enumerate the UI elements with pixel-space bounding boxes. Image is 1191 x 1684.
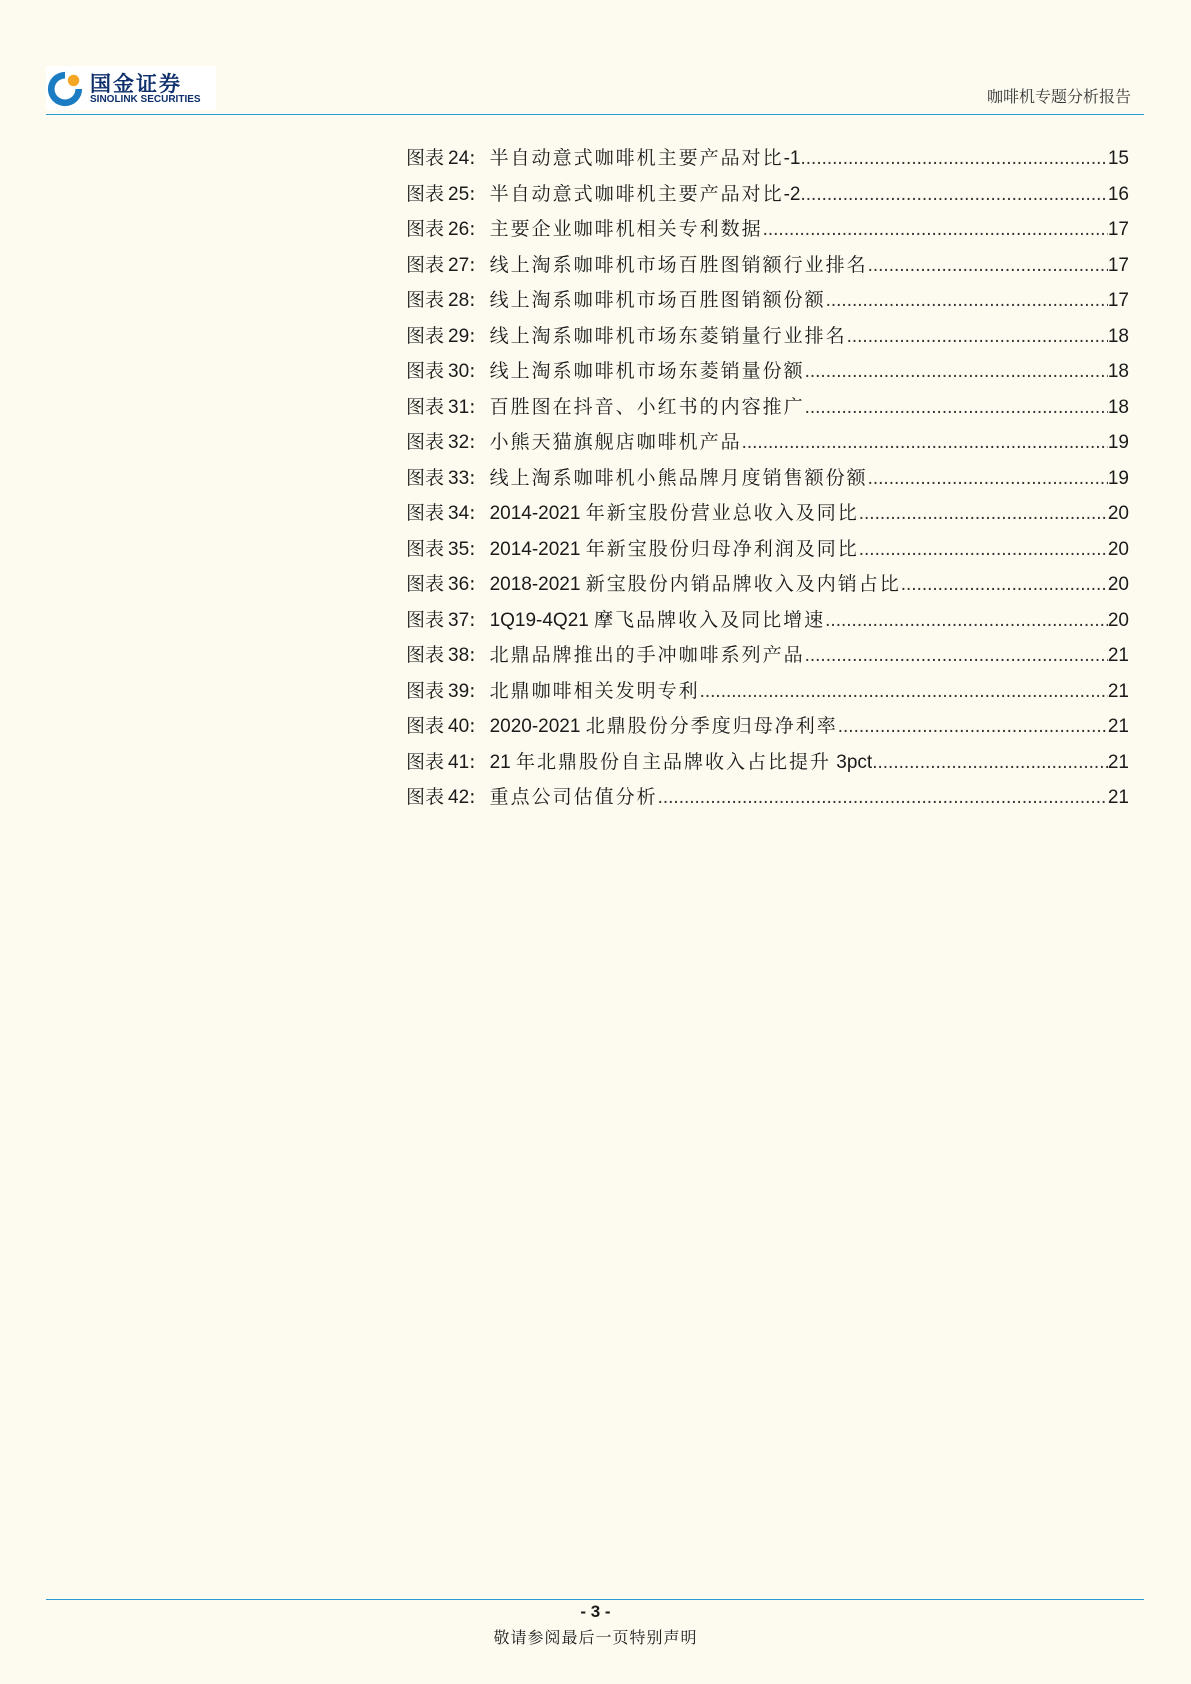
company-logo [46,66,216,110]
toc-entry-colon: : [469,466,476,489]
toc-entry-title: 主要企业咖啡机相关专利数据 [489,218,763,240]
toc-entry-page: 18 [1107,396,1129,418]
toc-entry-label: 图表 [406,395,445,418]
toc-entry-colon: : [469,324,476,347]
toc-entry-number: 32 [448,432,470,453]
toc-entry-number: 27 [448,254,470,276]
toc-entry-label: 图表 [406,750,445,773]
toc-entry-title: 线上淘系咖啡机市场百胜图销额份额 [489,289,826,311]
toc-entry-leader [859,503,1108,525]
toc-entry-page: 21 [1107,645,1129,666]
toc-entry-label: 图表 [406,253,445,276]
toc-entry-colon: : [469,715,476,737]
toc-entry-title: 小熊天猫旗舰店咖啡机产品 [489,431,742,453]
toc-entry-label: 图表 [406,715,445,737]
toc-entry[interactable] [406,392,1129,428]
toc-entry-label: 图表 [406,289,445,311]
toc-entry-leader [847,326,1108,348]
toc-entry-leader [742,432,1108,454]
toc-entry-colon: : [469,679,476,702]
page-number: - 3 - [580,1602,611,1621]
disclaimer-text: 敬请参阅最后一页特别声明 [493,1628,698,1647]
toc-entry-title: 重点公司估值分析 [489,786,658,808]
toc-entry[interactable] [406,676,1129,712]
toc-entry-number: 28 [448,290,470,311]
toc-entry-leader [805,397,1108,419]
toc-entry-number: 36 [448,574,470,595]
toc-entry-colon: : [469,218,476,240]
toc-entry-colon: : [469,395,476,418]
toc-entry-title: 2018-2021 新宝股份内销品牌收入及内销占比 [489,573,901,595]
toc-entry-number: 29 [448,325,470,347]
toc-entry-colon: : [469,502,476,524]
toc-entry-colon: : [469,360,476,382]
toc-entry-title: 线上淘系咖啡机市场东菱销量行业排名 [489,324,847,347]
toc-entry-title: 2014-2021 年新宝股份营业总收入及同比 [489,502,859,524]
header-divider [46,114,1144,115]
toc-entry[interactable] [406,569,1129,605]
toc-entry[interactable] [406,356,1129,392]
toc-entry[interactable] [406,143,1129,179]
toc-entry-leader [838,716,1108,738]
toc-entry-number: 42 [448,787,470,808]
toc-entry[interactable] [406,605,1129,641]
toc-entry-page: 21 [1107,716,1129,737]
toc-entry-title: 2020-2021 北鼎股份分季度归母净利率 [489,715,838,737]
toc-entry-page: 20 [1107,574,1129,595]
toc-entry[interactable] [406,782,1129,818]
toc-entry-page: 15 [1107,148,1129,169]
toc-entry-page: 18 [1107,325,1129,347]
toc-entry-leader [700,681,1108,703]
toc-entry-label: 图表 [406,147,445,169]
toc-entry[interactable] [406,640,1129,676]
footer-divider [46,1599,1144,1600]
toc-entry-number: 30 [448,361,470,382]
toc-entry[interactable] [406,321,1129,357]
toc-entry-label: 图表 [406,573,445,595]
toc-entry-colon: : [469,289,476,311]
toc-entry[interactable] [406,285,1129,321]
toc-entry-number: 38 [448,645,470,666]
toc-entry-page: 20 [1107,538,1129,560]
toc-entry-page: 17 [1107,219,1129,240]
toc-entry-leader [805,361,1108,383]
toc-entry-colon: : [469,147,476,169]
toc-entry-title: 1Q19-4Q21 摩飞品牌收入及同比增速 [489,608,826,631]
toc-entry-title: 线上淘系咖啡机市场百胜图销额行业排名 [489,253,868,276]
toc-entry[interactable] [406,250,1129,286]
toc-entry-number: 33 [448,467,470,489]
toc-entry-colon: : [469,182,476,205]
toc-entry-number: 39 [448,680,470,702]
toc-entry-colon: : [469,431,476,453]
figure-list [406,143,1129,818]
toc-entry-page: 19 [1107,467,1129,489]
toc-entry-number: 34 [448,503,470,524]
toc-entry-label: 图表 [406,218,445,240]
toc-entry-number: 31 [448,396,470,418]
toc-entry-number: 41 [448,751,470,773]
toc-entry-label: 图表 [406,786,445,808]
toc-entry-title: 半自动意式咖啡机主要产品对比-1 [489,147,801,169]
toc-entry[interactable] [406,711,1129,747]
toc-entry-label: 图表 [406,644,445,666]
toc-entry[interactable] [406,534,1129,570]
toc-entry-number: 35 [448,538,470,560]
toc-entry-label: 图表 [406,502,445,524]
toc-entry-label: 图表 [406,360,445,382]
toc-entry-leader [872,752,1108,774]
toc-entry-number: 24 [448,148,470,169]
toc-entry-leader [868,468,1108,490]
toc-entry-number: 26 [448,219,470,240]
toc-entry-number: 37 [448,609,470,631]
toc-entry-leader [763,219,1108,241]
toc-entry-leader [825,610,1108,632]
toc-entry-page: 21 [1107,787,1129,808]
toc-entry-leader [800,184,1107,206]
toc-entry-colon: : [469,253,476,276]
toc-entry-title: 半自动意式咖啡机主要产品对比-2 [489,182,801,205]
toc-entry-leader [658,787,1108,809]
toc-entry[interactable] [406,427,1129,463]
toc-entry-leader [868,255,1108,277]
toc-entry[interactable] [406,214,1129,250]
toc-entry-page: 16 [1107,183,1129,205]
toc-entry-title: 北鼎品牌推出的手冲咖啡系列产品 [489,644,805,666]
toc-entry[interactable] [406,179,1129,215]
toc-entry-number: 40 [448,716,470,737]
toc-entry-title: 线上淘系咖啡机小熊品牌月度销售额份额 [489,466,868,489]
toc-entry-page: 19 [1107,432,1129,453]
toc-entry-label: 图表 [406,679,445,702]
toc-entry-colon: : [469,573,476,595]
logo-en-text: SINOLINK SECURITIES [90,94,201,105]
toc-entry-page: 21 [1107,751,1129,773]
toc-entry[interactable] [406,498,1129,534]
logo-cn-text: 国金证券 [90,73,182,96]
toc-entry-page: 20 [1107,503,1129,524]
report-title: 咖啡机专题分析报告 [986,87,1131,106]
toc-entry-page: 17 [1107,290,1129,311]
toc-entry-number: 25 [448,183,470,205]
toc-entry-label: 图表 [406,537,445,560]
toc-entry-colon: : [469,644,476,666]
toc-entry-leader [826,290,1108,312]
toc-entry-page: 18 [1107,361,1129,382]
toc-entry-leader [805,645,1108,667]
toc-entry-label: 图表 [406,324,445,347]
toc-entry[interactable] [406,747,1129,783]
sinolink-logo-icon [46,70,84,108]
toc-entry-title: 北鼎咖啡相关发明专利 [489,679,700,702]
toc-entry-leader [800,148,1107,170]
toc-entry-label: 图表 [406,608,445,631]
toc-entry-label: 图表 [406,182,445,205]
toc-entry-colon: : [469,750,476,773]
toc-entry-title: 百胜图在抖音、小红书的内容推广 [489,395,805,418]
toc-entry[interactable] [406,463,1129,499]
toc-entry-title: 21 年北鼎股份自主品牌收入占比提升 3pct [489,750,873,773]
toc-entry-page: 17 [1107,254,1129,276]
toc-entry-leader [859,539,1108,561]
toc-entry-leader [901,574,1108,596]
toc-entry-title: 2014-2021 年新宝股份归母净利润及同比 [489,537,859,560]
toc-entry-colon: : [469,608,476,631]
toc-entry-label: 图表 [406,431,445,453]
toc-entry-label: 图表 [406,466,445,489]
toc-entry-colon: : [469,537,476,560]
toc-entry-colon: : [469,786,476,808]
toc-entry-title: 线上淘系咖啡机市场东菱销量份额 [489,360,805,382]
toc-entry-page: 21 [1107,680,1129,702]
toc-entry-page: 20 [1107,609,1129,631]
